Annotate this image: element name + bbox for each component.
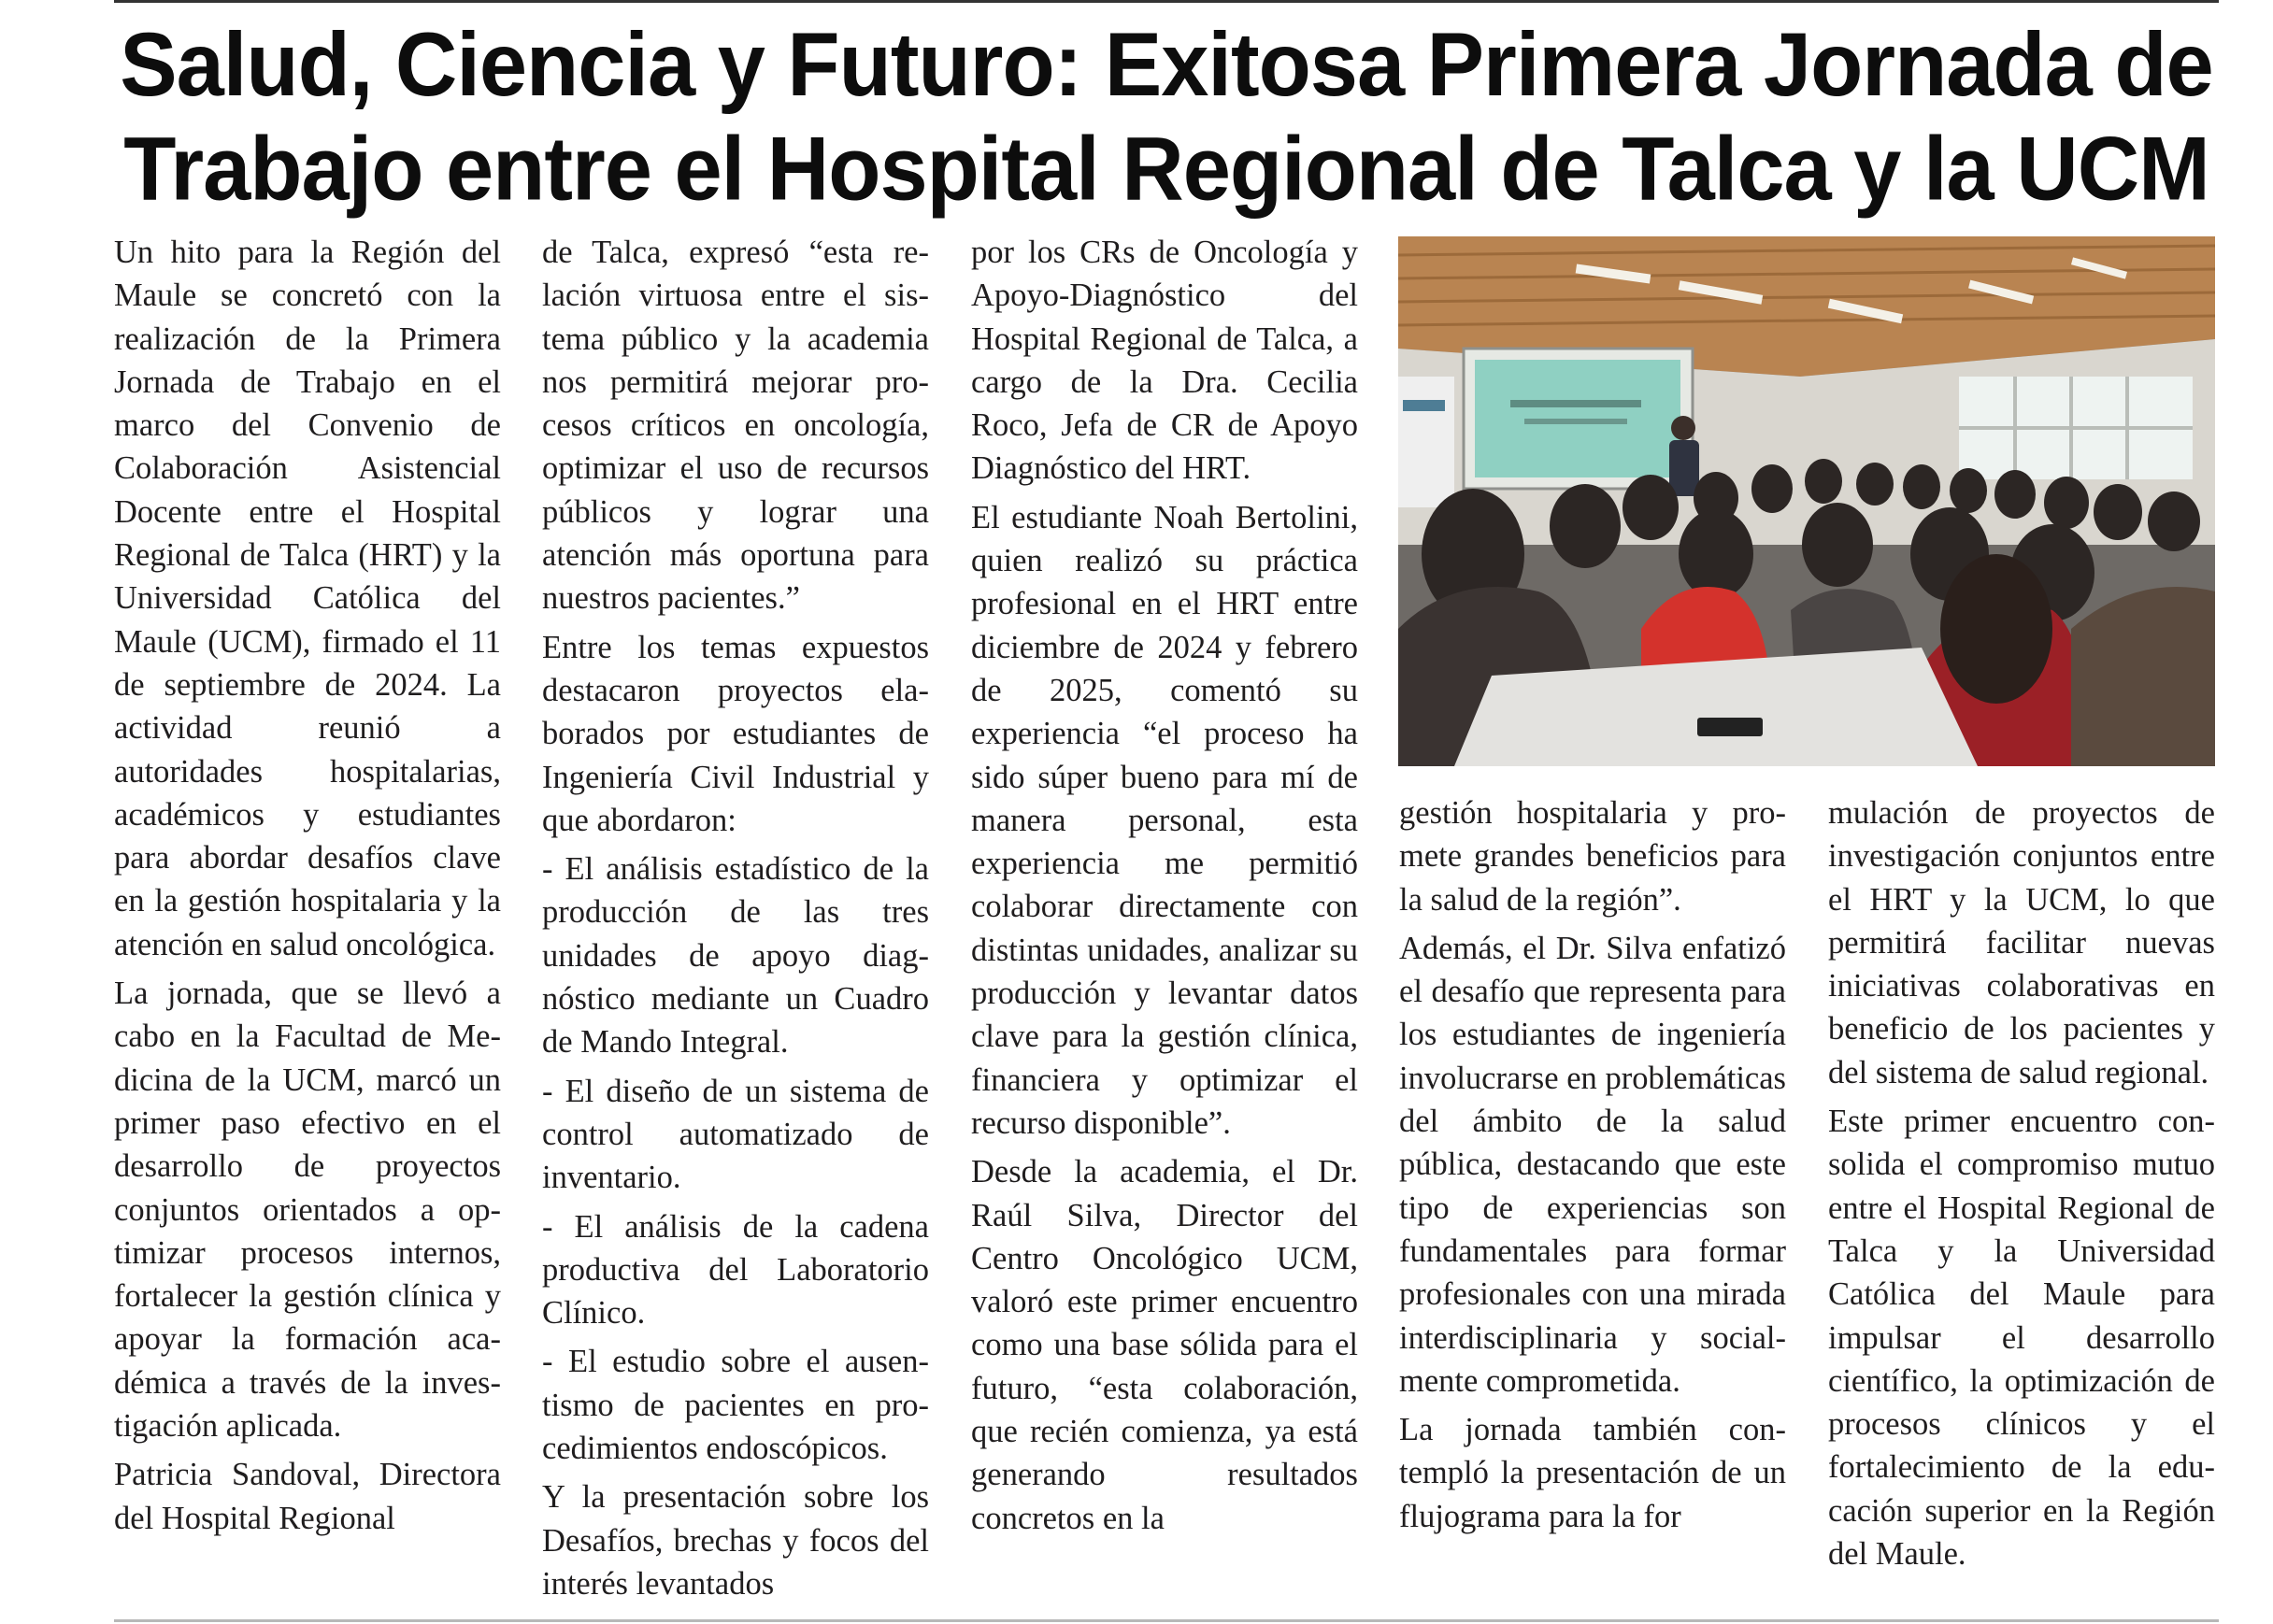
paragraph: La jornada también contempló la presentación de un flujograma para la for: [1399, 1412, 1786, 1534]
paragraph: Un hito para la Región del Maule se concretó con la realización de la Primera Jornada de Trabajo en el marco del Convenio de Colaboración Asistencial Docente entre el Hospital Regional de Talca (HRT) y la Universidad Católica del Maule (UCM), firmado el 11 de septiembre de 2024. La actividad reunió a autoridades hospitalarias, académicos y estudiantes para abordar desafíos clave en la gestión hospitalaria y la atención en salud oncológica.: [114, 235, 501, 962]
bottom-rule: [114, 1619, 2219, 1622]
paragraph: de Talca, expresó “esta relación virtuosa entre el sistema público y la academia nos permitirá mejorar procesos críticos en oncología, optimizar el uso de recursos públicos y lograr una atención más oportuna para nuestros pacientes.”: [542, 235, 929, 617]
bullet-paragraph: - El análisis de la cadena productiva del Laboratorio Clínico.: [542, 1208, 929, 1332]
paragraph: Desde la academia, el Dr. Raúl Silva, Director del Centro Oncológico UCM, valoró este primer encuentro como una base sólida para el futuro, “esta colaboración, que recién comienza, ya está generando resultados concretos en la: [971, 1154, 1358, 1536]
article-column-3: [971, 231, 1358, 1546]
paragraph: por los CRs de Oncología y Apoyo-Diagnóstico del Hospital Regional de Talca, a cargo de la Dra. Cecilia Roco, Jefa de CR de Apoyo Diagnóstico del HRT.: [971, 235, 1358, 487]
paragraph: La jornada, que se llevó a cabo en la Facultad de Medicina de la UCM, marcó un primer paso efectivo en el desarrollo de proyectos conjuntos orientados a optimizar procesos internos, fortalecer la gestión clínica y apoyar la formación académica a través de la investigación aplicada.: [114, 976, 501, 1445]
paragraph: El estudiante Noah Bertolini, quien realizó su práctica profesional en el HRT entre diciembre de 2024 y febrero de 2025, comentó su experiencia “el proceso ha sido súper bueno para mí de manera personal, esta experiencia me permitió colaborar directamente con distintas unidades, analizar su producción y levantar datos clave para la gestión clínica, financiera y optimizar el recurso disponible”.: [971, 499, 1358, 1141]
paragraph: Además, el Dr. Silva enfatizó el desafío que representa para los estudiantes de ingeniería involucrarse en problemáticas del ámbito de la salud pública, destacando que este tipo de experiencias son fundamentales para formar profesionales con una mirada interdisciplinaria y socialmente comprometida.: [1399, 930, 1786, 1399]
paragraph: Entre los temas expuestos destacaron proyectos elaborados por estudiantes de Ingeniería Civil Industrial y que abordaron:: [542, 629, 929, 838]
article-column-2: [542, 231, 929, 1611]
bullet-paragraph: - El estudio sobre el ausentismo de pacientes en procedimientos endoscópicos.: [542, 1344, 929, 1467]
headline: [103, 13, 2230, 221]
headline-line-2: Trabajo entre el Hospital Regional de Talca y la UCM: [123, 119, 2209, 220]
article-column-1: [114, 231, 501, 1546]
bullet-paragraph: - El diseño de un sistema de control automatizado de inventario.: [542, 1073, 929, 1196]
top-rule: [114, 0, 2219, 3]
paragraph: gestión hospitalaria y promete grandes beneficios para la salud de la región”.: [1399, 795, 1786, 918]
paragraph: Este primer encuentro consolida el compromiso mutuo entre el Hospital Regional de Talca y la Universidad Católica del Maule para impulsar el desarrollo científico, la optimización de procesos clínicos y el fortalecimiento de la educación superior en la Región del Maule.: [1828, 1104, 2215, 1573]
event-photo: [1398, 236, 2215, 766]
article-column-5: [1828, 791, 2215, 1581]
bullet-paragraph: - El análisis estadístico de la producción de las tres unidades de apoyo diagnóstico mediante un Cuadro de Mando Integral.: [542, 851, 929, 1061]
paragraph: mulación de proyectos de investigación conjuntos entre el HRT y la UCM, lo que permitirá facilitar nuevas iniciativas colaborativas en beneficio de los pacientes y del sistema de salud regional.: [1828, 795, 2215, 1090]
paragraph: Y la presentación sobre los Desafíos, brechas y focos del interés levantados: [542, 1479, 929, 1602]
article-column-4: [1399, 791, 1786, 1544]
paragraph: Patricia Sandoval, Directora del Hospital Regional: [114, 1457, 501, 1536]
headline-line-1: Salud, Ciencia y Futuro: Exitosa Primera Jornada de: [120, 15, 2213, 116]
